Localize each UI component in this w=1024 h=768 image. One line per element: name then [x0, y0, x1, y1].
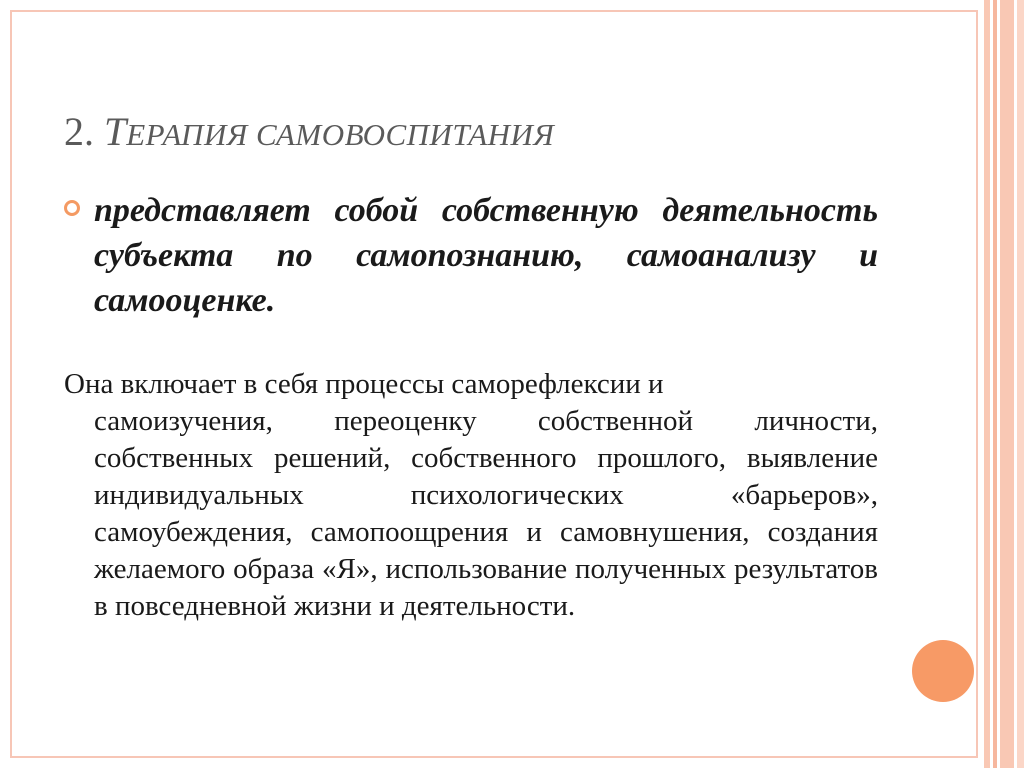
decorative-stripe — [1000, 0, 1014, 768]
slide-title — [64, 108, 554, 159]
title-first-letter: Т — [104, 109, 127, 154]
paragraph-rest: самоизучения, переоценку собственной личности, собственных решений, собственного прошлого, выявление индивидуальных психологических «барьеров», самоубеждения, самопоощрения и самовнушения, создания желаемого образа «Я», использование полученных результатов в повседневной жизни и деятельности. — [94, 405, 878, 622]
bullet-item — [64, 188, 878, 323]
decorative-stripe — [984, 0, 990, 768]
paragraph-first-line: Она включает в себя процессы саморефлексии и — [64, 368, 664, 400]
title-rest: ЕРАПИЯ САМОВОСПИТАНИЯ — [126, 117, 555, 152]
bullet-ring-icon — [64, 200, 80, 216]
title-number: 2. — [64, 109, 94, 154]
decorative-stripe — [993, 0, 997, 768]
decorative-stripe — [1017, 0, 1024, 768]
decorative-circle — [912, 640, 974, 702]
bullet-text: представляет собой собственную деятельность субъекта по самопознанию, самоанализу и самооценке. — [94, 192, 878, 319]
body-paragraph — [64, 366, 878, 625]
